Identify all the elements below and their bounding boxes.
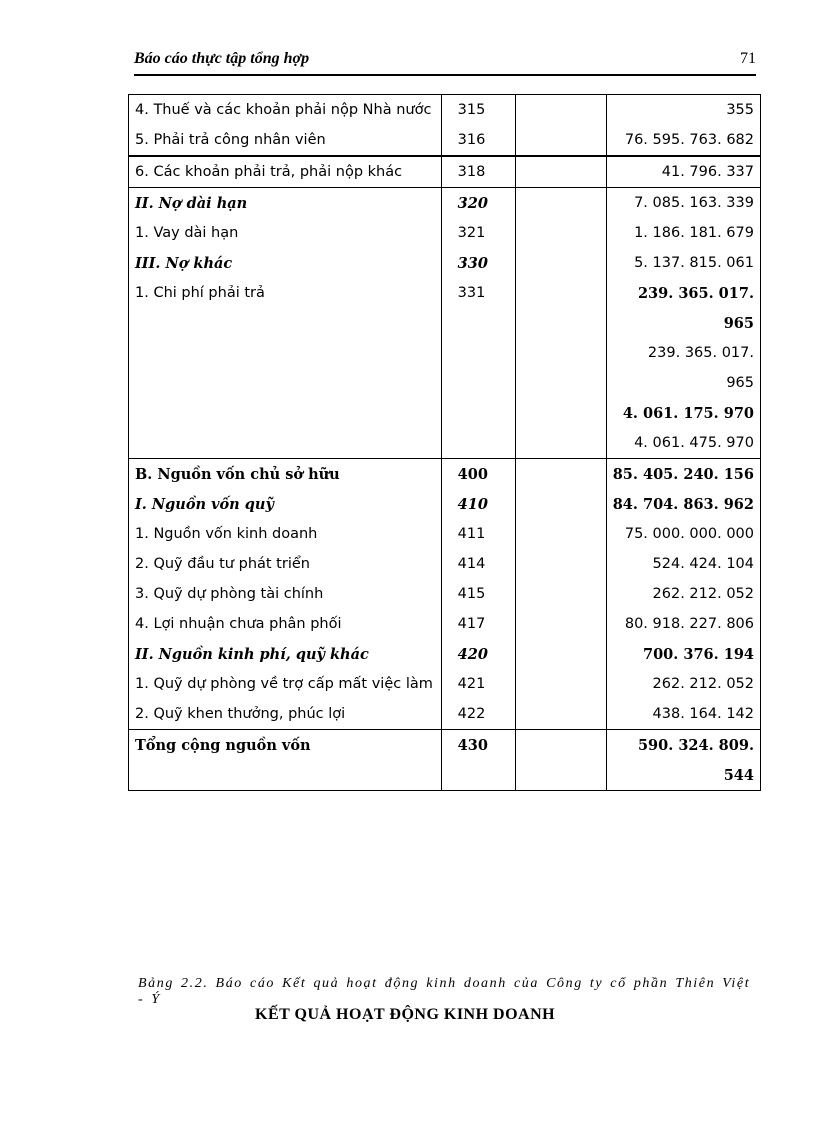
row-code: 414	[441, 549, 515, 579]
table-row	[129, 218, 761, 248]
row-name	[129, 368, 442, 398]
row-code	[441, 308, 515, 338]
row-code: 420	[441, 639, 515, 669]
page-number: 71	[740, 50, 756, 67]
row-name: 2. Quỹ đầu tư phát triển	[129, 549, 442, 579]
row-name: 1. Nguồn vốn kinh doanh	[129, 519, 442, 549]
row-prev	[515, 308, 606, 338]
row-prev	[515, 95, 606, 126]
row-name: 1. Chi phí phải trả	[129, 278, 442, 308]
row-curr: 1. 186. 181. 679	[606, 218, 760, 248]
header-title: Báo cáo thực tập tổng hợp	[134, 50, 310, 67]
row-curr: 75. 000. 000. 000	[606, 519, 760, 549]
table-row	[129, 609, 761, 639]
row-code: 417	[441, 609, 515, 639]
row-prev	[515, 699, 606, 730]
row-curr: 965	[606, 308, 760, 338]
row-prev	[515, 368, 606, 398]
row-code: 400	[441, 459, 515, 490]
row-name	[129, 760, 442, 791]
row-name: B. Nguồn vốn chủ sở hữu	[129, 459, 442, 490]
row-code: 330	[441, 248, 515, 278]
table-row	[129, 579, 761, 609]
row-prev	[515, 278, 606, 308]
table-row	[129, 368, 761, 398]
row-prev	[515, 248, 606, 278]
row-prev	[515, 760, 606, 791]
row-code: 321	[441, 218, 515, 248]
row-prev	[515, 398, 606, 428]
row-curr: 80. 918. 227. 806	[606, 609, 760, 639]
row-prev	[515, 669, 606, 699]
row-prev	[515, 156, 606, 188]
row-name: 2. Quỹ khen thưởng, phúc lợi	[129, 699, 442, 730]
row-prev	[515, 125, 606, 156]
row-prev	[515, 218, 606, 248]
row-name	[129, 338, 442, 368]
row-code: 411	[441, 519, 515, 549]
table-row	[129, 730, 761, 761]
row-code	[441, 398, 515, 428]
row-prev	[515, 188, 606, 219]
table-row	[129, 428, 761, 459]
row-prev	[515, 730, 606, 761]
row-curr: 41. 796. 337	[606, 156, 760, 188]
table-row	[129, 549, 761, 579]
row-prev	[515, 459, 606, 490]
row-code: 331	[441, 278, 515, 308]
row-curr: 262. 212. 052	[606, 669, 760, 699]
table-row	[129, 519, 761, 549]
table-row	[129, 398, 761, 428]
row-curr: 590. 324. 809.	[606, 730, 760, 761]
row-name: II. Nợ dài hạn	[129, 188, 442, 219]
table-row	[129, 459, 761, 490]
row-code	[441, 428, 515, 459]
row-curr: 544	[606, 760, 760, 791]
row-curr: 76. 595. 763. 682	[606, 125, 760, 156]
row-code: 422	[441, 699, 515, 730]
row-code	[441, 338, 515, 368]
row-curr: 7. 085. 163. 339	[606, 188, 760, 219]
row-code: 415	[441, 579, 515, 609]
table-row	[129, 489, 761, 519]
row-curr: 85. 405. 240. 156	[606, 459, 760, 490]
table-row	[129, 278, 761, 308]
row-name: 1. Quỹ dự phòng về trợ cấp mất việc làm	[129, 669, 442, 699]
row-prev	[515, 609, 606, 639]
table-row	[129, 248, 761, 278]
row-name	[129, 398, 442, 428]
row-code: 318	[441, 156, 515, 188]
row-name: 5. Phải trả công nhân viên	[129, 125, 442, 156]
row-prev	[515, 489, 606, 519]
row-name: 4. Lợi nhuận chưa phân phối	[129, 609, 442, 639]
row-code	[441, 368, 515, 398]
row-prev	[515, 519, 606, 549]
row-curr: 965	[606, 368, 760, 398]
row-curr: 524. 424. 104	[606, 549, 760, 579]
row-name: II. Nguồn kinh phí, quỹ khác	[129, 639, 442, 669]
row-name: Tổng cộng nguồn vốn	[129, 730, 442, 761]
row-code: 410	[441, 489, 515, 519]
table-row	[129, 188, 761, 219]
table-row	[129, 639, 761, 669]
row-name	[129, 428, 442, 459]
table-row	[129, 699, 761, 730]
row-code	[441, 760, 515, 791]
table-row	[129, 95, 761, 126]
table-row	[129, 760, 761, 791]
row-code: 315	[441, 95, 515, 126]
row-name: III. Nợ khác	[129, 248, 442, 278]
row-curr: 700. 376. 194	[606, 639, 760, 669]
row-curr: 84. 704. 863. 962	[606, 489, 760, 519]
row-curr: 239. 365. 017.	[606, 278, 760, 308]
row-name	[129, 308, 442, 338]
row-prev	[515, 579, 606, 609]
row-code: 430	[441, 730, 515, 761]
row-curr: 262. 212. 052	[606, 579, 760, 609]
row-curr: 4. 061. 475. 970	[606, 428, 760, 459]
row-prev	[515, 639, 606, 669]
row-prev	[515, 428, 606, 459]
table-row	[129, 308, 761, 338]
row-code: 316	[441, 125, 515, 156]
table-caption: Bảng 2.2. Báo cáo Kết quả hoạt động kinh doanh của Công ty cổ phần Thiên Việt - Ý	[138, 976, 751, 1007]
row-prev	[515, 338, 606, 368]
page-header	[134, 50, 756, 76]
table-row	[129, 669, 761, 699]
row-prev	[515, 549, 606, 579]
row-name: 6. Các khoản phải trả, phải nộp khác	[129, 156, 442, 188]
row-curr: 438. 164. 142	[606, 699, 760, 730]
row-name: 3. Quỹ dự phòng tài chính	[129, 579, 442, 609]
section-title: KẾT QUẢ HOẠT ĐỘNG KINH DOANH	[255, 1006, 556, 1023]
row-curr: 239. 365. 017.	[606, 338, 760, 368]
row-code: 421	[441, 669, 515, 699]
table-row	[129, 125, 761, 156]
row-curr: 4. 061. 175. 970	[606, 398, 760, 428]
table-row	[129, 338, 761, 368]
row-name: I. Nguồn vốn quỹ	[129, 489, 442, 519]
row-code: 320	[441, 188, 515, 219]
table-row	[129, 156, 761, 188]
row-name: 1. Vay dài hạn	[129, 218, 442, 248]
row-curr: 355	[606, 95, 760, 126]
balance-sheet-table	[128, 94, 761, 791]
row-curr: 5. 137. 815. 061	[606, 248, 760, 278]
row-name: 4. Thuế và các khoản phải nộp Nhà nước	[129, 95, 442, 126]
